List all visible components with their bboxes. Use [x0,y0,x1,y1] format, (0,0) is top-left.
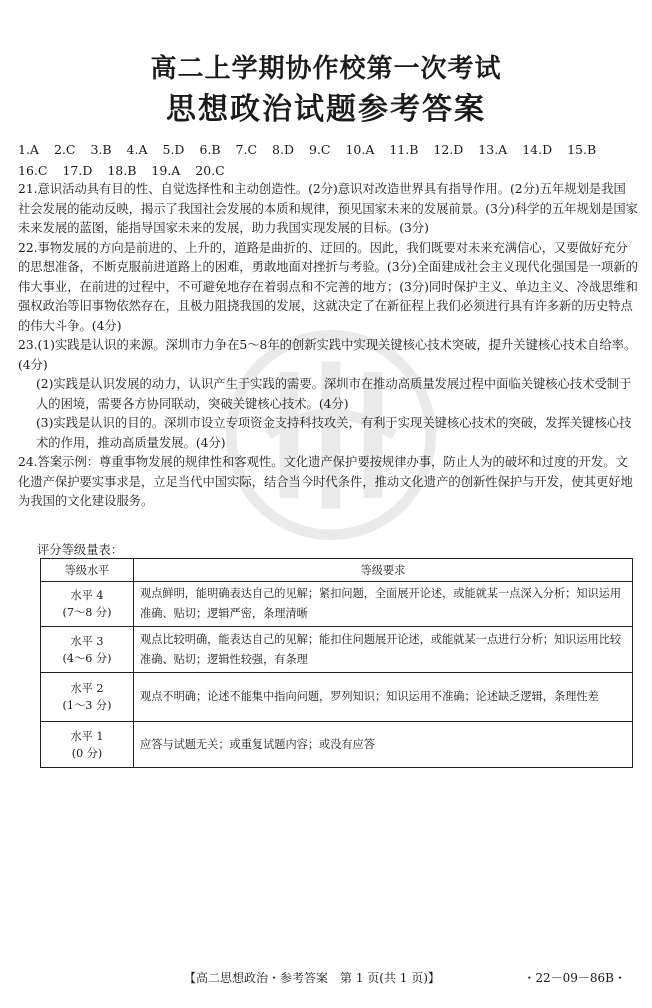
rubric-level: 水平 1 [70,729,104,743]
choice-answer: 3.B [90,142,112,157]
choice-answer: 9.C [308,142,331,157]
choice-answer: 1.A [18,142,39,157]
exam-title: 高二上学期协作校第一次考试 [150,54,502,84]
rubric-row [41,722,633,768]
answer-24: 24.答案示例：尊重事物发展的规律性和客观性。文化遗产保护要按规律办事，防止人为的破坏和过度的开发。文化遗产保护要实事求是，立足当代中国实际，结合当今时代条件，推动文化遗产的创新性保护与开发，使其更好地为我国的文化建设服务。 [18,455,633,508]
answer-key-title: 思想政治试题参考答案 [166,92,486,127]
choice-answer: 7.C [235,142,258,157]
answer-23-part-2: (2)实践是认识发展的动力，认识产生于实践的需要。深圳市在推动高质量发展过程中面临关键核心技术受制于人的困境，需要各方协同联动，突破关键核心技术。(4分) [36,377,632,411]
rubric-requirement: 观点比较明确，能表达自己的见解；能扣住问题展开论述，或能就某一点进行分析；知识运用比较准确、贴切；逻辑性较强，有条理 [134,627,633,673]
choice-answer: 6.B [199,142,221,157]
rubric-header-level: 等级水平 [41,559,134,582]
choice-answer: 11.B [389,142,419,157]
rubric-header-requirement: 等级要求 [134,559,633,582]
choice-answer: 2.C [53,142,76,157]
rubric-level: 水平 3 [70,634,104,648]
rubric-requirement: 应答与试题无关；或重复试题内容；或没有应答 [134,722,633,768]
multiple-choice-answers [18,139,638,181]
rubric-row [41,582,633,627]
choice-answer: 13.A [478,142,508,157]
footer-page-info: 【高二思想政治・参考答案 第 1 页(共 1 页)】 [184,971,440,985]
choice-answer: 19.A [151,163,181,178]
choice-answer: 10.A [345,142,375,157]
open-answers [18,180,638,512]
answer-23-part-1: 23.(1)实践是认识的来源。深圳市力争在5～8年的创新实践中实现关键核心技术突破，提升关键核心技术自给率。(4分) [18,338,637,372]
choice-answer: 14.D [522,142,553,157]
rubric-level: 水平 4 [70,589,104,602]
rubric-requirement: 观点鲜明，能明确表达自己的见解；紧扣问题，全面展开论述，或能就某一点深入分析；知识运用准确、贴切；逻辑严密，条理清晰 [134,582,633,627]
rubric-table [40,558,633,768]
rubric-requirement: 观点不明确；论述不能集中指向问题，罗列知识；知识运用不准确；论述缺乏逻辑，条理性差 [134,673,633,722]
choice-answer: 15.B [567,142,597,157]
rubric-header-row [41,559,633,582]
footer-code: ・22－09－86B・ [523,971,626,985]
rubric-score: (4～6 分) [62,651,112,665]
rubric-row [41,627,633,673]
rubric-level-cell [41,627,134,673]
answer-21: 21.意识活动具有目的性、自觉选择性和主动创造性。(2分)意识对改造世界具有指导作用。(2分)五年规划是我国社会发展的能动反映，揭示了我国社会发展的本质和规律，预见国家未来的发展前景。(3分)科学的五年规划是国家未来发展的蓝图，能指导国家未来的发展，助力我国实现发展的目标。(3分) [18,182,638,235]
rubric-level-cell [41,582,134,627]
choice-answer: 17.D [62,163,93,178]
rubric-score: (0 分) [71,746,103,760]
answer-22: 22.事物发展的方向是前进的、上升的，道路是曲折的、迂回的。因此，我们既要对未来充满信心，又要做好充分的思想准备，不断克服前进道路上的困难，勇敢地面对挫折与考验。(3分)全面建成社会主义现代化强国是一项新的伟大事业，在前进的过程中，不可避免地存在着弱点和不完善的地方；(3分)同时保护主义、单边主义、冷战思维和强权政治等旧事物依然存在，且极力阻挠我国的发展，这就决定了在新征程上我们必须进行具有许多新的历史特点的伟大斗争。(4分) [18,240,638,333]
choice-answer: 18.B [107,163,137,178]
choice-answer: 4.A [126,142,148,157]
rubric-level: 水平 2 [70,682,104,695]
rubric-score: (1～3 分) [62,699,112,712]
choice-answer: 12.D [433,142,464,157]
answer-23-part-3: (3)实践是认识的目的。深圳市设立专项资金支持科技攻关，有利于实现关键核心技术的突破，发挥关键核心技术的作用，推动高质量发展。(4分) [36,416,632,450]
choice-answer: 20.C [195,163,225,178]
choice-answer: 16.C [18,163,48,178]
rubric-level-cell [41,673,134,722]
rubric-level-cell [41,722,134,768]
rubric-score: (7～8 分) [62,606,112,619]
rubric-row [41,673,633,722]
choice-answer: 5.D [162,142,185,157]
choice-answer: 8.D [272,142,294,157]
rubric-label: 评分等级量表： [37,543,124,557]
